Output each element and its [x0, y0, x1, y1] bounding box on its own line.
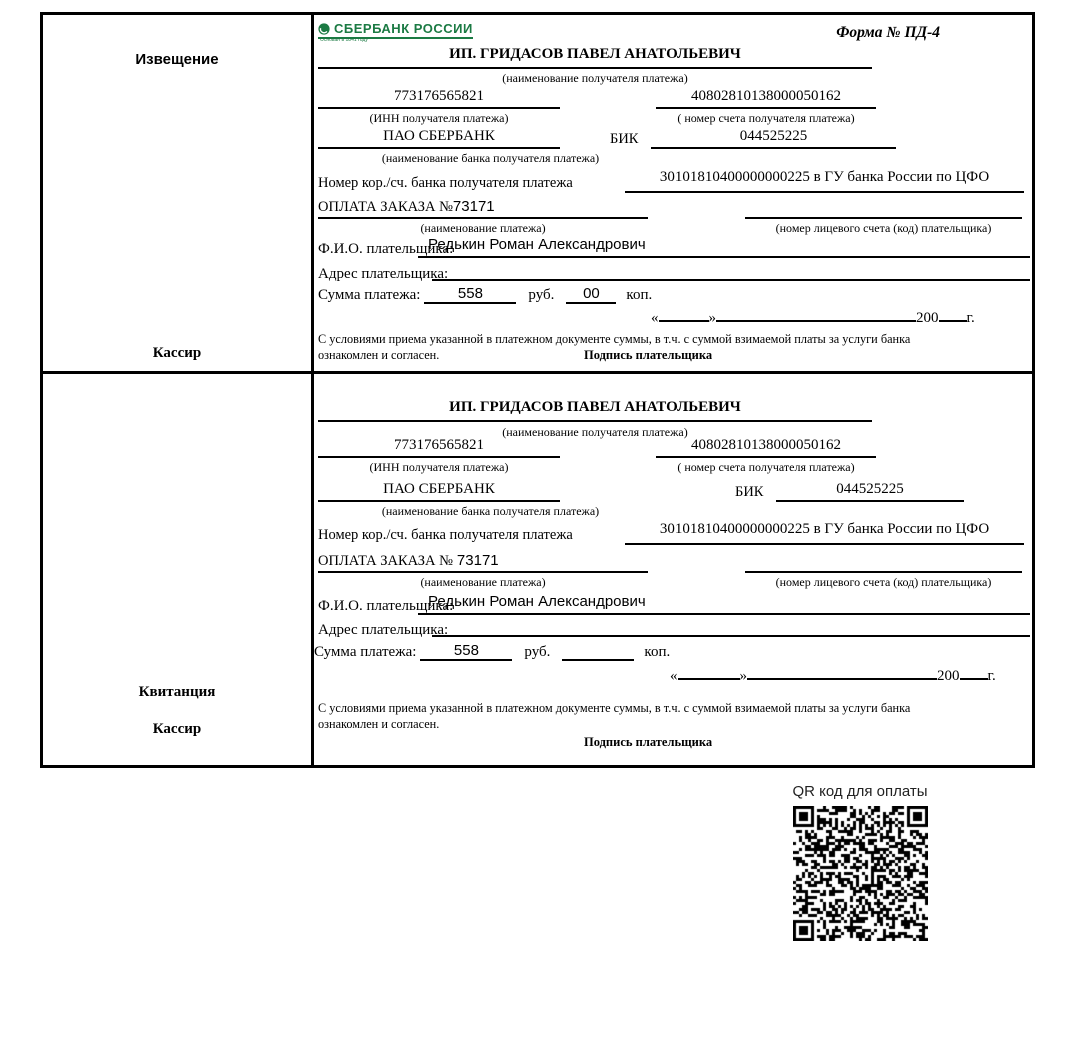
sberbank-logo-icon	[318, 23, 330, 35]
payer-address-value	[432, 261, 1030, 281]
signature-label-notice: Подпись плательщика	[584, 348, 713, 362]
signature-label-receipt: Подпись плательщика	[584, 735, 713, 749]
year-prefix: 200	[916, 310, 939, 326]
account-caption-2: ( номер счета получателя платежа)	[677, 460, 855, 474]
inn-caption-2: (ИНН получателя платежа)	[369, 460, 509, 474]
corr-account-value: 30101810400000000225 в ГУ банка России по ЦФО	[625, 169, 1024, 193]
amount-label-2: Сумма платежа:	[314, 644, 417, 660]
receipt-section	[43, 374, 1032, 765]
notice-form-body	[314, 15, 1032, 371]
date-year-line-2	[960, 665, 988, 680]
corr-account-label-2: Номер кор./сч. банка получателя платежа	[318, 527, 573, 543]
cashier-label-receipt: Кассир	[152, 721, 202, 737]
date-month-line-2	[747, 665, 937, 680]
inn-caption: (ИНН получателя платежа)	[369, 111, 509, 125]
corr-account-value-2: 30101810400000000225 в ГУ банка России по ЦФО	[625, 521, 1024, 545]
kop-label: коп.	[626, 287, 653, 303]
agreement-line2-2: ознакомлен и согласен.	[318, 717, 440, 731]
payer-address-value-2	[432, 617, 1030, 637]
personal-account-caption-2: (номер лицевого счета (код) плательщика)	[775, 575, 992, 589]
sberbank-logo-tagline: Основан в 1841 году	[320, 37, 368, 43]
notice-section	[43, 15, 1032, 374]
recipient-account-value-2: 40802810138000050162	[656, 437, 876, 458]
quote-close-2: »	[739, 668, 747, 684]
amount-kop-value: 00	[566, 285, 616, 304]
qr-block	[760, 783, 960, 941]
agreement-line1: С условиями приема указанной в платежном документе суммы, в т.ч. с суммой взимаемой платы за услуги банка	[318, 332, 911, 346]
personal-account-line-2	[745, 552, 1022, 573]
purpose-label: ОПЛАТА ЗАКАЗА №	[318, 199, 453, 215]
account-caption: ( номер счета получателя платежа)	[677, 111, 855, 125]
agreement-line1-2: С условиями приема указанной в платежном документе суммы, в т.ч. с суммой взимаемой платы за услуги банка	[318, 701, 911, 715]
recipient-name-caption: (наименование получателя платежа)	[502, 71, 688, 85]
bank-name-caption-2: (наименование банка получателя платежа)	[381, 504, 600, 518]
recipient-name-caption-2: (наименование получателя платежа)	[502, 425, 688, 439]
recipient-name: ИП. ГРИДАСОВ ПАВЕЛ АНАТОЛЬЕВИЧ	[318, 46, 872, 69]
amount-label: Сумма платежа:	[318, 287, 421, 303]
receipt-form-body	[314, 374, 1032, 765]
agreement-line2: ознакомлен и согласен.	[318, 348, 440, 362]
notice-label: Извещение	[135, 51, 219, 68]
sberbank-logo	[318, 21, 473, 43]
recipient-inn-value-2: 773176565821	[318, 437, 560, 458]
recipient-account-value: 40802810138000050162	[656, 88, 876, 109]
form-number-label: Форма № ПД-4	[836, 24, 940, 41]
receipt-stub	[43, 374, 314, 765]
date-month-line	[716, 307, 916, 322]
purpose-label-2: ОПЛАТА ЗАКАЗА №	[318, 553, 453, 569]
receipt-label: Квитанция	[138, 684, 216, 700]
notice-stub	[43, 15, 314, 371]
payment-purpose-line-2	[318, 552, 648, 573]
rub-label-2: руб.	[524, 644, 551, 660]
amount-rub-value: 558	[424, 285, 516, 304]
payer-name-label-2: Ф.И.О. плательщика:	[318, 598, 454, 614]
date-row-2	[670, 665, 996, 685]
date-year-line	[939, 307, 967, 322]
quote-open: «	[651, 310, 659, 326]
year-suffix: г.	[966, 310, 975, 326]
date-day-line	[659, 307, 709, 322]
sberbank-logo-text: СБЕРБАНК РОССИИ	[334, 21, 473, 36]
purpose-caption-2: (наименование платежа)	[420, 575, 546, 589]
bank-name-value-2: ПАО СБЕРБАНК	[318, 481, 560, 502]
kop-label-2: коп.	[644, 644, 671, 660]
bank-name-value: ПАО СБЕРБАНК	[318, 128, 560, 149]
amount-row	[318, 285, 652, 304]
date-day-line-2	[678, 665, 740, 680]
order-number-2: 73171	[456, 552, 499, 569]
qr-caption: QR код для оплаты	[792, 783, 928, 800]
year-suffix-2: г.	[987, 668, 996, 684]
payment-purpose-line	[318, 198, 648, 219]
order-number: 73171	[452, 198, 495, 215]
bik-value: 044525225	[651, 128, 896, 149]
payer-name-value: Редькин Роман Александрович	[418, 236, 1030, 258]
bank-name-caption: (наименование банка получателя платежа)	[381, 151, 600, 165]
recipient-name-2: ИП. ГРИДАСОВ ПАВЕЛ АНАТОЛЬЕВИЧ	[318, 399, 872, 422]
amount-rub-value-2: 558	[420, 642, 512, 661]
date-row	[651, 307, 975, 327]
payer-name-value-2: Редькин Роман Александрович	[418, 593, 1030, 615]
payer-name-label: Ф.И.О. плательщика:	[318, 241, 454, 257]
bik-label: БИК	[610, 131, 639, 147]
bik-value-2: 044525225	[776, 481, 964, 502]
payer-address-label: Адрес плательщика:	[318, 266, 449, 282]
amount-row-2	[314, 642, 670, 661]
purpose-caption: (наименование платежа)	[420, 221, 546, 235]
personal-account-caption: (номер лицевого счета (код) плательщика)	[775, 221, 992, 235]
year-prefix-2: 200	[937, 668, 960, 684]
cashier-label-notice: Кассир	[152, 345, 202, 361]
corr-account-label: Номер кор./сч. банка получателя платежа	[318, 175, 573, 191]
payment-form-pd4	[40, 12, 1035, 768]
quote-close: »	[708, 310, 716, 326]
payment-qr-code	[793, 806, 928, 941]
personal-account-line	[745, 198, 1022, 219]
amount-kop-value-2	[562, 642, 634, 661]
bik-label-2: БИК	[735, 484, 764, 500]
payer-address-label-2: Адрес плательщика:	[318, 622, 449, 638]
quote-open-2: «	[670, 668, 678, 684]
rub-label: руб.	[528, 287, 555, 303]
recipient-inn-value: 773176565821	[318, 88, 560, 109]
